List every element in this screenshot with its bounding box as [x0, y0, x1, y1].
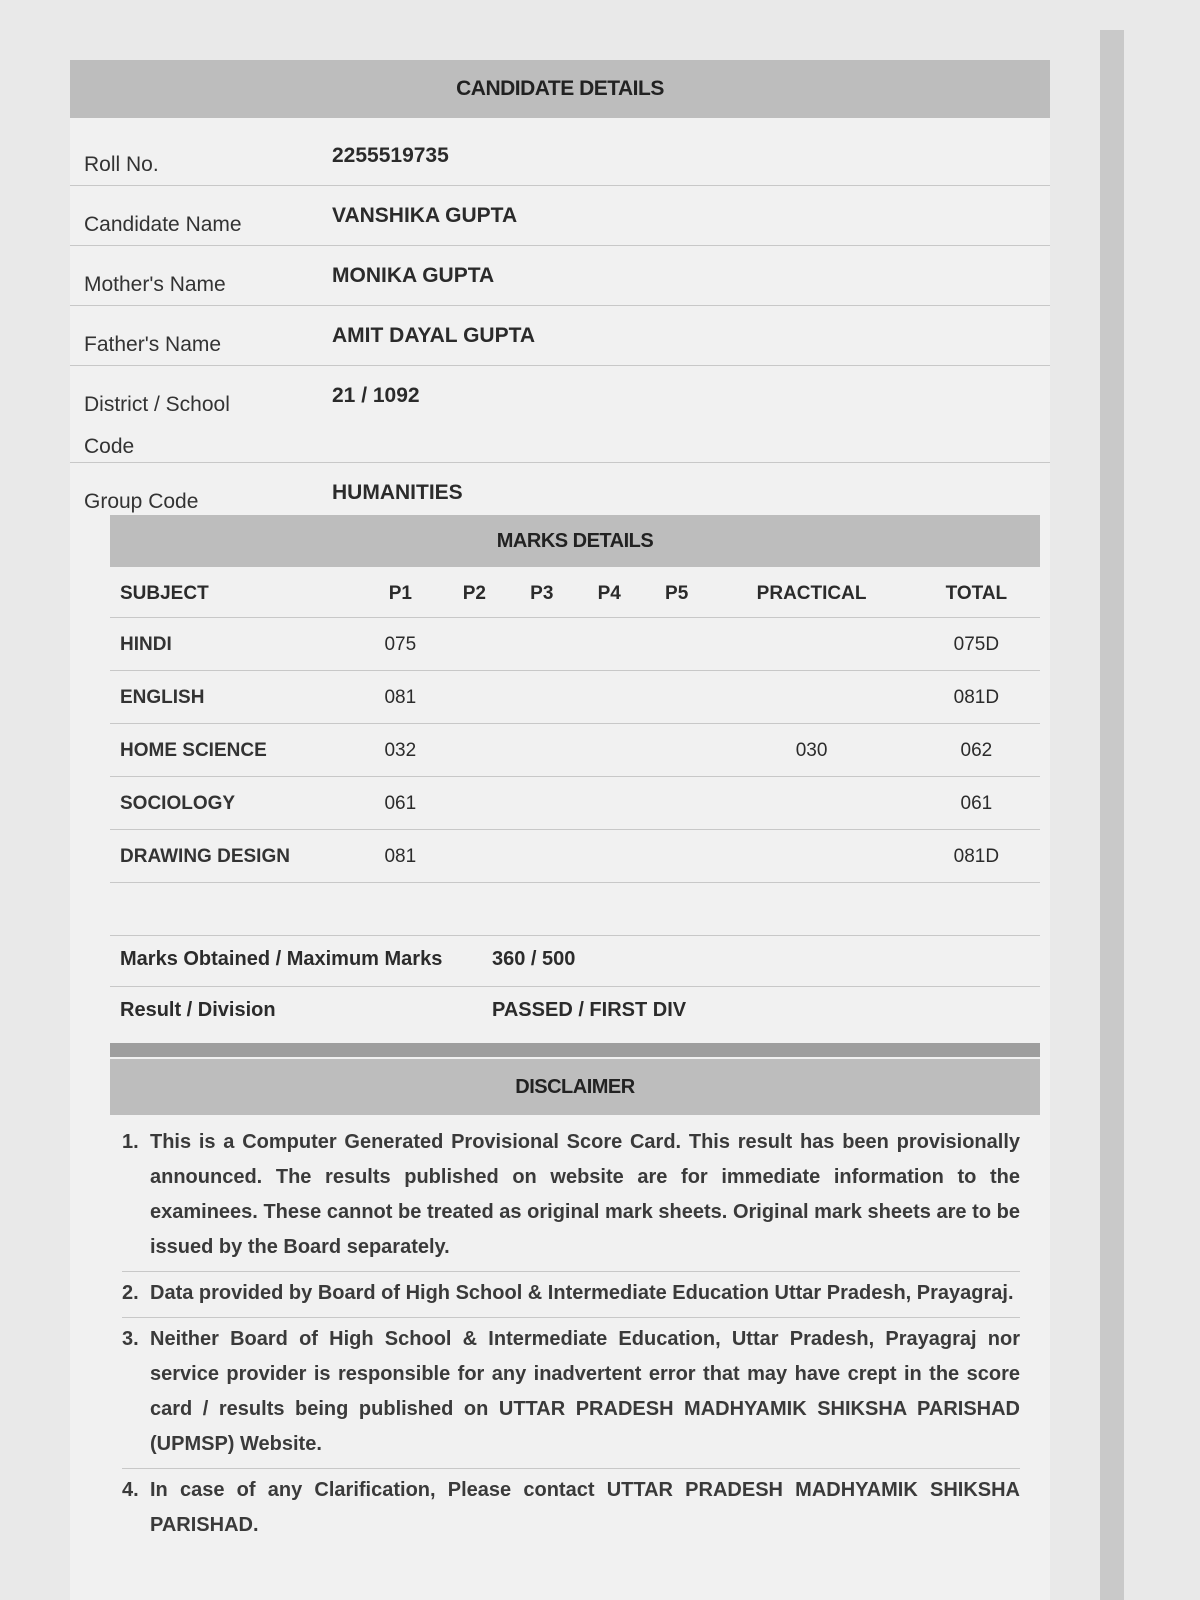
disclaimer-item — [122, 1272, 1020, 1318]
detail-row-father-name — [70, 306, 1050, 366]
col-header-p5: P5 — [643, 567, 710, 618]
disclaimer-text: Data provided by Board of High School & Intermediate Education Uttar Pradesh, Prayagraj. — [150, 1282, 1014, 1304]
section-divider — [110, 1043, 1040, 1057]
table-row — [110, 671, 1040, 724]
col-header-p3: P3 — [508, 567, 575, 618]
detail-value: AMIT DAYAL GUPTA — [332, 324, 536, 347]
table-spacer — [110, 883, 1040, 936]
disclaimer-item — [122, 1469, 1020, 1549]
marks-section — [70, 515, 1050, 1549]
table-row — [110, 830, 1040, 883]
p2-cell — [441, 830, 508, 883]
p3-cell — [508, 671, 575, 724]
practical-cell — [710, 618, 912, 671]
result-division-label: Result / Division — [120, 999, 276, 1021]
p2-cell — [441, 671, 508, 724]
total-cell: 081D — [913, 830, 1040, 883]
col-header-total: TOTAL — [913, 567, 1040, 618]
detail-row-group-code — [70, 463, 1050, 515]
disclaimer-text: Neither Board of High School & Intermediate Education, Uttar Pradesh, Prayagraj nor service provider is responsible for any inadvertent error that may have crept in the score card / results being published on UTTAR PRADESH MADHYAMIK SHIKSHA PARISHAD (UPMSP) Website. — [150, 1328, 1020, 1455]
p2-cell — [441, 618, 508, 671]
p3-cell — [508, 618, 575, 671]
detail-row-school-code — [70, 366, 1050, 463]
p4-cell — [576, 671, 643, 724]
p1-cell: 061 — [360, 777, 441, 830]
marks-details-header: MARKS DETAILS — [110, 515, 1040, 567]
detail-row-candidate-name — [70, 186, 1050, 246]
p5-cell — [643, 671, 710, 724]
p3-cell — [508, 830, 575, 883]
p3-cell — [508, 777, 575, 830]
total-cell: 075D — [913, 618, 1040, 671]
total-cell: 062 — [913, 724, 1040, 777]
detail-row-mother-name — [70, 246, 1050, 306]
result-division-value: PASSED / FIRST DIV — [492, 999, 687, 1021]
col-header-p1: P1 — [360, 567, 441, 618]
p3-cell — [508, 724, 575, 777]
disclaimer-list — [110, 1115, 1040, 1549]
disclaimer-item — [122, 1121, 1020, 1272]
detail-value: 21 / 1092 — [332, 384, 420, 407]
subject-cell: HOME SCIENCE — [110, 724, 360, 777]
col-header-p4: P4 — [576, 567, 643, 618]
subject-cell: DRAWING DESIGN — [110, 830, 360, 883]
total-cell: 061 — [913, 777, 1040, 830]
subject-cell: HINDI — [110, 618, 360, 671]
marks-obtained-label: Marks Obtained / Maximum Marks — [120, 948, 443, 970]
total-cell: 081D — [913, 671, 1040, 724]
p4-cell — [576, 618, 643, 671]
detail-value: HUMANITIES — [332, 481, 463, 504]
detail-label: Candidate Name — [84, 213, 242, 236]
p5-cell — [643, 724, 710, 777]
marks-table — [110, 567, 1040, 883]
detail-label: Group Code — [84, 490, 199, 513]
disclaimer-text: This is a Computer Generated Provisional Score Card. This result has been provisionally announced. The results published on website are for immediate information to the examinees. These cannot be treated as original mark sheets. Original mark sheets are to be issued by the Board separately. — [150, 1131, 1020, 1258]
p5-cell — [643, 777, 710, 830]
p1-cell: 032 — [360, 724, 441, 777]
practical-cell — [710, 830, 912, 883]
p1-cell: 081 — [360, 671, 441, 724]
table-row — [110, 618, 1040, 671]
disclaimer-item — [122, 1318, 1020, 1469]
disclaimer-number: 1. — [122, 1131, 139, 1153]
table-row — [110, 777, 1040, 830]
p5-cell — [643, 830, 710, 883]
practical-cell — [710, 671, 912, 724]
p5-cell — [643, 618, 710, 671]
disclaimer-number: 3. — [122, 1328, 139, 1350]
subject-cell: SOCIOLOGY — [110, 777, 360, 830]
detail-row-roll-no — [70, 126, 1050, 186]
disclaimer-header: DISCLAIMER — [110, 1059, 1040, 1115]
detail-value: MONIKA GUPTA — [332, 264, 495, 287]
p4-cell — [576, 777, 643, 830]
p4-cell — [576, 724, 643, 777]
practical-cell — [710, 777, 912, 830]
disclaimer-number: 2. — [122, 1282, 139, 1304]
detail-label: Roll No. — [84, 153, 159, 176]
detail-label: Mother's Name — [84, 273, 226, 296]
detail-value: 2255519735 — [332, 144, 449, 167]
result-division-row — [110, 987, 1040, 1037]
candidate-details — [70, 126, 1050, 515]
col-header-subject: SUBJECT — [110, 567, 360, 618]
p1-cell: 081 — [360, 830, 441, 883]
candidate-details-header: CANDIDATE DETAILS — [70, 60, 1050, 118]
detail-label: Father's Name — [84, 333, 222, 356]
p1-cell: 075 — [360, 618, 441, 671]
disclaimer-number: 4. — [122, 1479, 139, 1501]
marks-header-row — [110, 567, 1040, 618]
p2-cell — [441, 777, 508, 830]
detail-value: VANSHIKA GUPTA — [332, 204, 518, 227]
p4-cell — [576, 830, 643, 883]
disclaimer-text: In case of any Clarification, Please contact UTTAR PRADESH MADHYAMIK SHIKSHA PARISHAD. — [150, 1479, 1020, 1536]
marks-obtained-value: 360 / 500 — [492, 948, 576, 970]
col-header-practical: PRACTICAL — [710, 567, 912, 618]
col-header-p2: P2 — [441, 567, 508, 618]
practical-cell: 030 — [710, 724, 912, 777]
detail-label: District / School Code — [84, 393, 230, 458]
p2-cell — [441, 724, 508, 777]
score-card — [70, 60, 1050, 1600]
marks-obtained-row — [110, 936, 1040, 987]
page-edge — [1100, 30, 1124, 1600]
table-row — [110, 724, 1040, 777]
subject-cell: ENGLISH — [110, 671, 360, 724]
